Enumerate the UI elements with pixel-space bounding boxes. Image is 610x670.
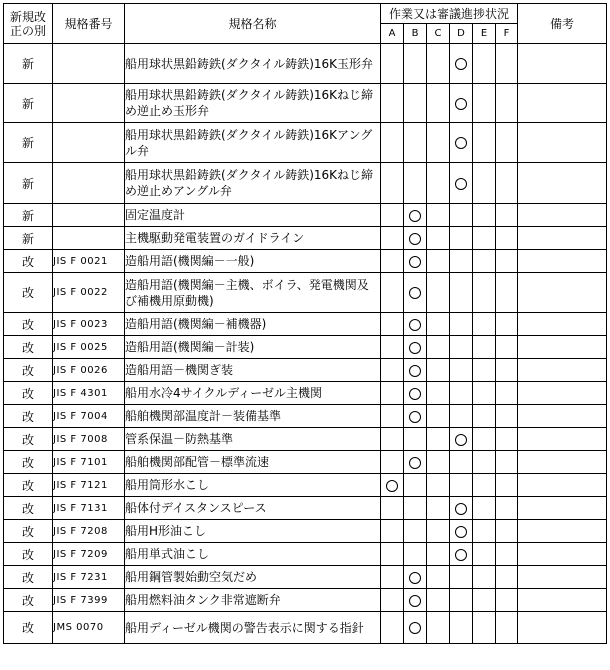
stage-cell-e (473, 359, 496, 382)
row-remarks (518, 543, 607, 566)
row-remarks (518, 474, 607, 497)
stage-cell-c (427, 520, 450, 543)
header-kind-line1: 新規改 (9, 9, 46, 24)
stage-cell-d (450, 405, 473, 428)
header-code: 規格番号 (53, 4, 125, 44)
row-code: JMS 0070 (53, 612, 125, 644)
stage-cell-a (381, 612, 404, 644)
stage-cell-e (473, 273, 496, 313)
stage-cell-a (381, 428, 404, 451)
progress-circle-icon (455, 178, 467, 190)
stage-cell-e (473, 84, 496, 123)
row-kind: 改 (4, 250, 53, 273)
row-name: 管系保温－防熱基準 (125, 428, 381, 451)
row-code: JIS F 0023 (53, 313, 125, 336)
row-name: 船体付デイスタンスピース (125, 497, 381, 520)
table-row (4, 336, 607, 359)
stage-cell-b (404, 405, 427, 428)
row-code (53, 163, 125, 204)
progress-circle-icon (409, 233, 421, 245)
stage-cell-f (496, 497, 518, 520)
progress-circle-icon (409, 595, 421, 607)
progress-circle-icon (455, 137, 467, 149)
stage-cell-f (496, 163, 518, 204)
progress-circle-icon (386, 480, 398, 492)
stage-cell-e (473, 204, 496, 227)
stage-cell-f (496, 44, 518, 84)
stage-cell-e (473, 520, 496, 543)
row-kind: 新 (4, 163, 53, 204)
stage-cell-e (473, 382, 496, 405)
stage-cell-a (381, 543, 404, 566)
row-name: 船用単式油こし (125, 543, 381, 566)
stage-cell-f (496, 123, 518, 163)
stage-cell-c (427, 44, 450, 84)
row-remarks (518, 405, 607, 428)
stage-cell-f (496, 566, 518, 589)
row-kind: 改 (4, 382, 53, 405)
stage-cell-e (473, 250, 496, 273)
header-kind (4, 4, 53, 44)
stage-cell-d (450, 497, 473, 520)
stage-cell-d (450, 566, 473, 589)
stage-cell-f (496, 204, 518, 227)
stage-cell-d (450, 227, 473, 250)
stage-cell-b (404, 566, 427, 589)
row-remarks (518, 589, 607, 612)
row-kind: 改 (4, 336, 53, 359)
table-row (4, 543, 607, 566)
progress-circle-icon (455, 549, 467, 561)
row-remarks (518, 382, 607, 405)
row-name: 船用球状黒鉛鋳鉄(ダクタイル鋳鉄)16Kねじ締め逆止めアングル弁 (125, 163, 381, 204)
table-row (4, 474, 607, 497)
stage-cell-c (427, 336, 450, 359)
stage-cell-a (381, 566, 404, 589)
progress-circle-icon (455, 434, 467, 446)
progress-circle-icon (409, 457, 421, 469)
row-kind: 改 (4, 451, 53, 474)
stage-cell-d (450, 451, 473, 474)
stage-cell-e (473, 428, 496, 451)
progress-circle-icon (409, 365, 421, 377)
row-code: JIS F 7121 (53, 474, 125, 497)
stage-cell-c (427, 163, 450, 204)
row-name: 船用球状黒鉛鋳鉄(ダクタイル鋳鉄)16Kねじ締め逆止め玉形弁 (125, 84, 381, 123)
table-row (4, 84, 607, 123)
stage-cell-f (496, 313, 518, 336)
table-body (4, 44, 607, 644)
stage-cell-c (427, 474, 450, 497)
row-name: 造船用語(機関編－計装) (125, 336, 381, 359)
row-name: 船用筒形水こし (125, 474, 381, 497)
stage-cell-d (450, 273, 473, 313)
stage-cell-d (450, 589, 473, 612)
stage-cell-a (381, 382, 404, 405)
progress-circle-icon (409, 388, 421, 400)
row-remarks (518, 123, 607, 163)
row-remarks (518, 612, 607, 644)
stage-cell-c (427, 451, 450, 474)
stage-cell-b (404, 44, 427, 84)
stage-cell-a (381, 204, 404, 227)
row-name: 船用燃料油タンク非常遮断弁 (125, 589, 381, 612)
row-kind: 改 (4, 543, 53, 566)
row-remarks (518, 520, 607, 543)
row-name: 船舶機関部配管－標準流速 (125, 451, 381, 474)
header-stage-b: B (404, 24, 427, 44)
row-code: JIS F 7209 (53, 543, 125, 566)
header-stage-e: E (473, 24, 496, 44)
stage-cell-c (427, 382, 450, 405)
progress-circle-icon (409, 411, 421, 423)
stage-cell-b (404, 313, 427, 336)
stage-cell-b (404, 250, 427, 273)
stage-cell-a (381, 250, 404, 273)
progress-circle-icon (455, 526, 467, 538)
header-stage-f: F (496, 24, 518, 44)
header-status-group: 作業又は審議進捗状況 (381, 4, 518, 24)
stage-cell-f (496, 543, 518, 566)
row-code (53, 123, 125, 163)
stage-cell-e (473, 336, 496, 359)
table-row (4, 451, 607, 474)
header-stage-d: D (450, 24, 473, 44)
table-row (4, 273, 607, 313)
row-remarks (518, 273, 607, 313)
row-name: 船用H形油こし (125, 520, 381, 543)
progress-circle-icon (409, 572, 421, 584)
stage-cell-d (450, 382, 473, 405)
row-code: JIS F 0021 (53, 250, 125, 273)
stage-cell-f (496, 520, 518, 543)
row-code: JIS F 7231 (53, 566, 125, 589)
progress-circle-icon (409, 342, 421, 354)
stage-cell-b (404, 123, 427, 163)
row-code (53, 227, 125, 250)
table-row (4, 428, 607, 451)
row-remarks (518, 566, 607, 589)
stage-cell-d (450, 44, 473, 84)
row-code: JIS F 7004 (53, 405, 125, 428)
stage-cell-a (381, 84, 404, 123)
row-kind: 改 (4, 428, 53, 451)
stage-cell-d (450, 123, 473, 163)
row-name: 船用ディーゼル機関の警告表示に関する指針 (125, 612, 381, 644)
row-code (53, 84, 125, 123)
stage-cell-f (496, 227, 518, 250)
stage-cell-d (450, 612, 473, 644)
stage-cell-c (427, 543, 450, 566)
standards-progress-table (3, 3, 607, 644)
table-row (4, 382, 607, 405)
row-name: 船用球状黒鉛鋳鉄(ダクタイル鋳鉄)16K玉形弁 (125, 44, 381, 84)
row-remarks (518, 313, 607, 336)
stage-cell-c (427, 405, 450, 428)
stage-cell-c (427, 123, 450, 163)
stage-cell-a (381, 359, 404, 382)
row-kind: 改 (4, 359, 53, 382)
row-name: 造船用語(機関編－一般) (125, 250, 381, 273)
row-remarks (518, 44, 607, 84)
stage-cell-d (450, 204, 473, 227)
table-row (4, 204, 607, 227)
stage-cell-b (404, 612, 427, 644)
stage-cell-a (381, 273, 404, 313)
table-row (4, 123, 607, 163)
stage-cell-c (427, 428, 450, 451)
row-code: JIS F 0022 (53, 273, 125, 313)
stage-cell-a (381, 227, 404, 250)
row-name: 船舶機関部温度計－装備基準 (125, 405, 381, 428)
progress-circle-icon (409, 287, 421, 299)
progress-circle-icon (409, 256, 421, 268)
stage-cell-c (427, 359, 450, 382)
stage-cell-b (404, 428, 427, 451)
stage-cell-e (473, 612, 496, 644)
stage-cell-c (427, 84, 450, 123)
row-kind: 改 (4, 474, 53, 497)
row-remarks (518, 204, 607, 227)
stage-cell-c (427, 497, 450, 520)
row-remarks (518, 163, 607, 204)
row-kind: 新 (4, 44, 53, 84)
stage-cell-c (427, 250, 450, 273)
stage-cell-a (381, 405, 404, 428)
stage-cell-f (496, 474, 518, 497)
row-code: JIS F 0026 (53, 359, 125, 382)
stage-cell-c (427, 273, 450, 313)
stage-cell-e (473, 405, 496, 428)
stage-cell-a (381, 474, 404, 497)
stage-cell-f (496, 273, 518, 313)
header-name: 規格名称 (125, 4, 381, 44)
stage-cell-d (450, 428, 473, 451)
table-row (4, 520, 607, 543)
stage-cell-d (450, 250, 473, 273)
progress-circle-icon (409, 622, 421, 634)
row-code: JIS F 4301 (53, 382, 125, 405)
stage-cell-e (473, 451, 496, 474)
stage-cell-c (427, 566, 450, 589)
row-kind: 改 (4, 313, 53, 336)
row-code (53, 44, 125, 84)
stage-cell-a (381, 313, 404, 336)
table-row (4, 250, 607, 273)
stage-cell-b (404, 382, 427, 405)
row-remarks (518, 451, 607, 474)
row-code: JIS F 7008 (53, 428, 125, 451)
row-code: JIS F 0025 (53, 336, 125, 359)
stage-cell-a (381, 497, 404, 520)
stage-cell-a (381, 123, 404, 163)
stage-cell-d (450, 359, 473, 382)
progress-circle-icon (455, 58, 467, 70)
stage-cell-e (473, 497, 496, 520)
stage-cell-f (496, 589, 518, 612)
row-name: 造船用語(機関編－補機器) (125, 313, 381, 336)
stage-cell-a (381, 44, 404, 84)
header-kind-line2: 正の別 (9, 23, 46, 38)
table-row (4, 589, 607, 612)
row-kind: 改 (4, 566, 53, 589)
row-kind: 新 (4, 227, 53, 250)
row-kind: 改 (4, 612, 53, 644)
stage-cell-f (496, 84, 518, 123)
stage-cell-b (404, 84, 427, 123)
stage-cell-f (496, 405, 518, 428)
stage-cell-d (450, 313, 473, 336)
table-row (4, 44, 607, 84)
stage-cell-b (404, 204, 427, 227)
progress-circle-icon (455, 503, 467, 515)
row-kind: 新 (4, 123, 53, 163)
stage-cell-d (450, 474, 473, 497)
row-kind: 改 (4, 405, 53, 428)
stage-cell-b (404, 520, 427, 543)
stage-cell-f (496, 451, 518, 474)
row-code (53, 204, 125, 227)
table-row (4, 497, 607, 520)
table-row (4, 227, 607, 250)
stage-cell-b (404, 451, 427, 474)
row-remarks (518, 497, 607, 520)
row-name: 船用鋼管製始動空気だめ (125, 566, 381, 589)
stage-cell-c (427, 204, 450, 227)
stage-cell-b (404, 589, 427, 612)
row-kind: 新 (4, 204, 53, 227)
stage-cell-c (427, 612, 450, 644)
row-kind: 新 (4, 84, 53, 123)
stage-cell-b (404, 227, 427, 250)
row-name: 船用球状黒鉛鋳鉄(ダクタイル鋳鉄)16Kアングル弁 (125, 123, 381, 163)
stage-cell-e (473, 589, 496, 612)
stage-cell-b (404, 474, 427, 497)
stage-cell-f (496, 336, 518, 359)
stage-cell-d (450, 84, 473, 123)
progress-circle-icon (409, 319, 421, 331)
row-kind: 改 (4, 273, 53, 313)
stage-cell-a (381, 589, 404, 612)
row-name: 固定温度計 (125, 204, 381, 227)
header-remarks: 備考 (518, 4, 607, 44)
header-stage-c: C (427, 24, 450, 44)
header-stage-a: A (381, 24, 404, 44)
row-code: JIS F 7399 (53, 589, 125, 612)
stage-cell-d (450, 543, 473, 566)
row-kind: 改 (4, 497, 53, 520)
stage-cell-b (404, 163, 427, 204)
progress-circle-icon (409, 210, 421, 222)
row-remarks (518, 84, 607, 123)
stage-cell-d (450, 520, 473, 543)
stage-cell-d (450, 163, 473, 204)
row-remarks (518, 227, 607, 250)
stage-cell-a (381, 520, 404, 543)
stage-cell-f (496, 382, 518, 405)
stage-cell-e (473, 44, 496, 84)
table-row (4, 313, 607, 336)
row-code: JIS F 7131 (53, 497, 125, 520)
row-code: JIS F 7101 (53, 451, 125, 474)
stage-cell-a (381, 163, 404, 204)
table-row (4, 359, 607, 382)
stage-cell-b (404, 273, 427, 313)
stage-cell-f (496, 428, 518, 451)
stage-cell-c (427, 227, 450, 250)
stage-cell-a (381, 336, 404, 359)
row-name: 造船用語－機関ぎ装 (125, 359, 381, 382)
row-remarks (518, 428, 607, 451)
stage-cell-f (496, 250, 518, 273)
row-remarks (518, 250, 607, 273)
stage-cell-e (473, 474, 496, 497)
stage-cell-b (404, 543, 427, 566)
table-row (4, 163, 607, 204)
stage-cell-c (427, 589, 450, 612)
row-remarks (518, 359, 607, 382)
row-kind: 改 (4, 589, 53, 612)
row-remarks (518, 336, 607, 359)
row-kind: 改 (4, 520, 53, 543)
stage-cell-b (404, 359, 427, 382)
stage-cell-b (404, 336, 427, 359)
stage-cell-e (473, 227, 496, 250)
stage-cell-f (496, 359, 518, 382)
row-code: JIS F 7208 (53, 520, 125, 543)
stage-cell-e (473, 123, 496, 163)
stage-cell-e (473, 566, 496, 589)
stage-cell-e (473, 163, 496, 204)
stage-cell-b (404, 497, 427, 520)
stage-cell-d (450, 336, 473, 359)
row-name: 主機駆動発電装置のガイドライン (125, 227, 381, 250)
stage-cell-a (381, 451, 404, 474)
stage-cell-f (496, 612, 518, 644)
progress-circle-icon (455, 98, 467, 110)
stage-cell-e (473, 543, 496, 566)
stage-cell-e (473, 313, 496, 336)
row-name: 造船用語(機関編－主機、ボイラ、発電機関及び補機用原動機) (125, 273, 381, 313)
row-name: 船用水冷4サイクルディーゼル主機関 (125, 382, 381, 405)
table-row (4, 566, 607, 589)
table-row (4, 405, 607, 428)
stage-cell-c (427, 313, 450, 336)
table-row (4, 612, 607, 644)
